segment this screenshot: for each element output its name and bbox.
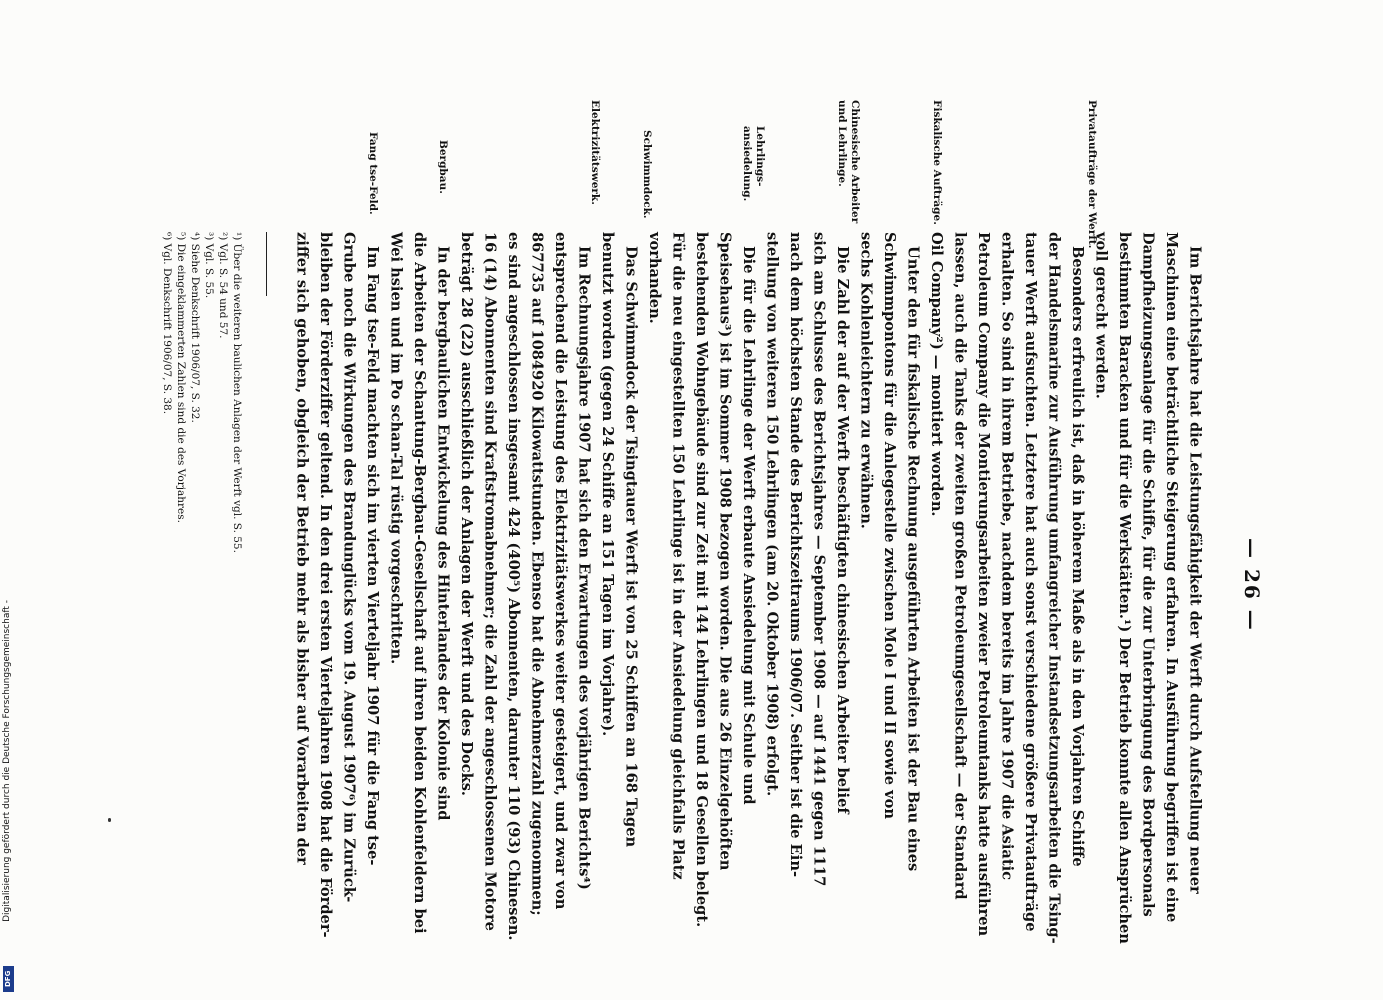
text-line: beträgt 28 (22) ausschließlich der Anlagen der Werft und des Docks. — [458, 232, 475, 796]
margin-note-elektrizitaetswerk: Elektrizitätswerk. — [589, 100, 601, 205]
text-line: bleiben der Förderziffer geltend. In den drei ersten Vierteljahren 1908 hat die Förder- — [317, 232, 334, 938]
text-line: Für die neu eingestellten 150 Lehrlinge ist in der Ansiedelung gleichfalls Platz — [669, 232, 687, 880]
text-line: benutzt worden (gegen 24 Schiffe an 151 Tagen im Vorjahre). — [599, 232, 616, 737]
digitization-credit: Digitalisierung gefördert durch die Deutsche Forschungsgemeinschaft - — [2, 600, 12, 922]
margin-note-chinesische-arbeiter: Chinesische Arbeiter und Lehrlinge. — [836, 100, 861, 224]
footnote: ⁴) Siehe Denkschrift 1906/07, S. 32. — [189, 232, 201, 423]
text-line: entsprechend die Leistung des Elektrizitätswerkes weiter gesteigert, und zwar von — [552, 232, 569, 910]
text-line: sich am Schlusse des Berichtsjahres — September 1908 — auf 1441 gegen 1117 — [810, 232, 828, 887]
text-line: sechs Kohlenleichtern zu erwähnen. — [857, 232, 875, 529]
text-line: bestehenden Wohngebäude sind zur Zeit mit 144 Lehrlingen und 18 Gesellen belegt. — [693, 232, 710, 928]
text-line: Unter den für fiskalische Rechnung ausgeführten Arbeiten ist der Bau eines — [904, 246, 922, 872]
footnotes — [160, 232, 244, 712]
text-line: voll gerecht werden. — [1092, 232, 1110, 399]
margin-note-fiskalische-auftraege: Fiskalische Aufträge. — [931, 100, 943, 225]
margin-note-fang-tse-feld: Fang tse-Feld. — [367, 132, 379, 215]
text-line: Besonders erfreulich ist, daß in höherem Maße als in den Vorjahren Schiffe — [1069, 246, 1086, 867]
footnote: ⁵) Die eingeklammerten Zahlen sind die des Vorjahres. — [175, 232, 187, 523]
text-line: 16 (14) Abonnenten sind Kraftstromabnehmer; die Zahl der angeschlossenen Motore — [481, 232, 499, 931]
text-line: Im Rechnungsjahre 1907 hat sich den Erwartungen des vorjährigen Berichts⁴) — [575, 246, 593, 890]
footnote: ²) Vgl. S. 54 und 57. — [217, 232, 229, 339]
text-line: Maschinen eine beträchtliche Steigerung erfahren. In Ausführung begriffen ist eine — [1163, 232, 1180, 923]
text-line: Die Zahl der auf der Werft beschäftigten chinesischen Arbeiter belief — [834, 246, 851, 814]
margin-note-bergbau: Bergbau. — [437, 140, 449, 194]
text-line: bestimmten Baracken und für die Werkstätten.¹) Der Betrieb konnte allen Ansprüchen — [1116, 232, 1133, 944]
text-line: Grube noch die Wirkungen des Brandunglücks vom 19. August 1907⁶) im Zurück- — [340, 232, 358, 903]
dfg-logo: DFG — [3, 966, 14, 992]
footnote: ⁶) Vgl. Denkschrift 1906/07, S. 38. — [161, 232, 173, 415]
scan-speck — [108, 818, 111, 822]
margin-note-privatauftraege: Privataufträge der Werft. — [1086, 100, 1098, 249]
text-line: lassen, auch die Tanks der zweiten großen Petroleumgesellschaft — der Standard — [951, 232, 969, 900]
text-line: In der bergbaulichen Entwickelung des Hinterlandes der Kolonie sind — [434, 246, 452, 821]
text-line: es sind angeschlossen insgesamt 424 (400⁵) Abonnenten, darunter 110 (93) Chinesen. — [505, 232, 522, 941]
text-line: nach dem höchsten Stande des Berichtszeitraums 1906/07. Seither ist die Ein- — [787, 232, 804, 878]
text-line: Dampfheizungsanlage für die Schiffe, für die zur Unterbringung des Bordpersonals — [1139, 232, 1157, 917]
text-line: Die für die Lehrlinge der Werft erbaute Ansiedelung mit Schule und — [740, 246, 757, 805]
text-line: die Arbeiten der Schantung-Bergbau-Gesellschaft auf ihren beiden Kohlenfeldern bei — [411, 232, 428, 934]
body-text — [290, 232, 1207, 944]
text-line: Schwimmpontons für die Anlegestelle zwischen Mole I und II sowie von — [881, 232, 898, 819]
text-line: Oil Company²) — montiert worden. — [928, 232, 945, 517]
text-line: stellung von weiteren 150 Lehrlingen (am 20. Oktober 1908) erfolgt. — [763, 232, 781, 797]
margin-note-lehrlingsansiedelung: Lehrlings-ansiedelung. — [741, 126, 766, 202]
text-line: Das Schwimmdock der Tsingtauer Werft ist von 25 Schiffen an 168 Tagen — [622, 246, 640, 848]
text-line: Im Berichtsjahre hat die Leistungsfähigkeit der Werft durch Aufstellung neuer — [1186, 246, 1204, 894]
text-line: ziffer sich gehoben, obgleich der Betrieb mehr als bisher auf Vorarbeiten der — [293, 232, 311, 865]
text-line: 867735 auf 1084920 Kilowattstunden. Ebenso hat die Abnehmerzahl zugenommen; — [528, 232, 546, 916]
text-line: vorhanden. — [646, 232, 663, 324]
page-number: — 26 — — [1240, 538, 1264, 632]
margin-note-schwimmdock: Schwimmdock. — [641, 130, 653, 219]
text-line: tauer Werft aufsuchten. Letztere hat auch sonst verschiedene größere Privataufträge — [1022, 232, 1039, 932]
text-line: der Handelsmarine zur Ausführung umfangreicher Instandsetzungsarbeiten die Tsing- — [1045, 232, 1063, 944]
text-line: Im Fang tse-Feld machten sich im vierten Vierteljahr 1907 für die Fang tse- — [364, 246, 381, 866]
text-line: Petroleum Company die Montierungsarbeiten zweier Petroleumtanks hatte ausführen — [975, 232, 992, 937]
footnote: ³) Vgl. S. 55. — [203, 232, 215, 299]
footnote: ¹) Über die weiteren baulichen Anlagen der Werft vgl. S. 55. — [231, 232, 243, 553]
text-line: Speisehaus³) ist im Sommer 1908 bezogen worden. Die aus 26 Einzelgehöften — [716, 232, 734, 871]
text-line: erhalten. So sind in ihrem Betriebe, nachdem bereits im Jahre 1907 die Asiatic — [998, 232, 1016, 881]
footnote-rule — [266, 232, 267, 296]
text-line: Wei hsien und im Po schan-Tal rüstig vorgeschritten. — [387, 232, 405, 665]
